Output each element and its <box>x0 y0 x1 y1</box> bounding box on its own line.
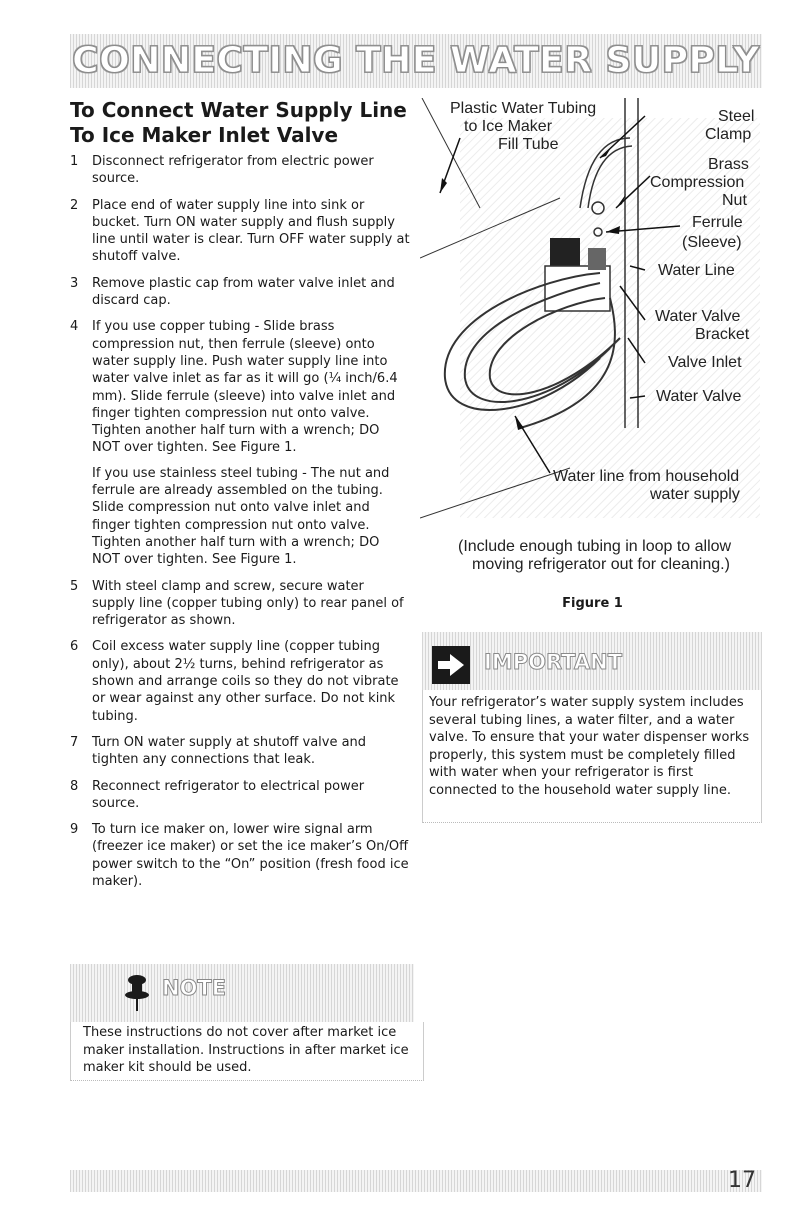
label-to-ice-maker: to Ice Maker <box>464 118 553 135</box>
label-nut: Nut <box>722 192 747 209</box>
note-header <box>70 964 414 1022</box>
step-text: If you use copper tubing - Slide brass compression nut, then ferrule (sleeve) onto water supply line. Push water supply line into water valve inlet as far as it will go (¼ inch/6.4 mm). Slide ferrule (sleeve) into valve inlet and finger tighten compression nut onto valve. Tighten another half turn with a wrench; DO NOT over tighten. See Figure 1. <box>92 319 398 456</box>
list-item <box>70 578 410 630</box>
label-brass: Brass <box>708 156 749 173</box>
note-box <box>70 964 414 1080</box>
step-text: Remove plastic cap from water valve inlet and discard cap. <box>92 275 395 309</box>
label-steel: Steel <box>718 108 755 125</box>
step-text: Place end of water supply line into sink or bucket. Turn ON water supply and flush supply line until water is clear. Turn OFF water supply at shutoff valve. <box>92 197 410 265</box>
step-text: With steel clamp and screw, secure water supply line (copper tubing only) to rear panel of refrigerator as shown. <box>92 578 404 629</box>
important-text: Your refrigerator’s water supply system includes several tubing lines, a water filter, and a water valve. To ensure that your water dispenser works properly, this system must be completely filled with water when your refrigerator is first connected to the household water supply line. <box>422 690 762 823</box>
page-title: CONNECTING THE WATER SUPPLY <box>72 40 760 81</box>
step-number: 4 <box>70 319 79 335</box>
list-item <box>70 153 410 188</box>
label-loop-note-2: moving refrigerator out for cleaning.) <box>472 556 730 573</box>
important-header <box>422 632 762 690</box>
label-sleeve: (Sleeve) <box>682 234 742 251</box>
header-banner <box>70 34 762 88</box>
important-box <box>422 632 762 828</box>
label-water-valve-2: Water Valve <box>656 388 742 405</box>
label-plastic-water-tubing: Plastic Water Tubing <box>450 100 597 117</box>
note-text: These instructions do not cover after market ice maker installation. Instructions in after market ice maker kit should be used. <box>70 1022 424 1081</box>
step-number: 5 <box>70 578 79 594</box>
step-number: 2 <box>70 197 79 213</box>
step-extra-text: If you use stainless steel tubing - The nut and ferrule are already assembled on the tubing. Slide compression nut onto valve inlet and finger tighten compression nut onto valve. Tighten another half turn with a wrench; DO NOT over tighten. See Figure 1. <box>92 465 390 568</box>
important-title: IMPORTANT <box>484 650 623 674</box>
list-item <box>70 275 410 310</box>
label-household-line-1: Water line from household <box>553 468 740 485</box>
label-loop-note-1: (Include enough tubing in loop to allow <box>458 538 732 555</box>
arrow-right-icon <box>432 646 470 684</box>
label-fill-tube: Fill Tube <box>498 136 559 153</box>
footer-bar <box>70 1170 762 1192</box>
label-bracket: Bracket <box>695 326 750 343</box>
steps-list <box>70 153 410 899</box>
label-ferrule: Ferrule <box>692 214 743 231</box>
step-number: 6 <box>70 639 79 655</box>
step-text: Reconnect refrigerator to electrical power source. <box>92 778 365 811</box>
step-number: 8 <box>70 778 79 794</box>
list-item <box>70 778 410 813</box>
label-water-valve: Water Valve <box>655 308 741 325</box>
step-text: Disconnect refrigerator from electric power source. <box>92 154 374 187</box>
pushpin-icon <box>122 972 152 1012</box>
figure-caption: Figure 1 <box>562 596 623 611</box>
page-number: 17 <box>728 1168 756 1193</box>
label-clamp: Clamp <box>705 126 752 143</box>
figure-1 <box>420 98 765 588</box>
section-title: To Connect Water Supply Line To Ice Maker Inlet Valve <box>70 98 407 147</box>
list-item <box>70 821 410 890</box>
list-item <box>70 734 410 769</box>
list-item <box>70 318 410 568</box>
label-household-line-2: water supply <box>650 486 740 503</box>
step-number: 1 <box>70 154 79 169</box>
step-number: 3 <box>70 275 79 291</box>
label-water-line: Water Line <box>658 262 735 279</box>
list-item <box>70 638 410 724</box>
list-item <box>70 197 410 266</box>
label-valve-inlet: Valve Inlet <box>668 354 742 371</box>
step-text: To turn ice maker on, lower wire signal arm (freezer ice maker) or set the ice maker’s On/Off power switch to the “On” position (fresh food ice maker). <box>92 822 409 889</box>
step-text: Turn ON water supply at shutoff valve and tighten any connections that leak. <box>92 734 367 768</box>
label-compression: Compression <box>650 174 745 191</box>
step-text: Coil excess water supply line (copper tubing only), about 2½ turns, behind refrigerator as shown and arrange coils so they do not vibrate or wear against any other surface. Do not kink tubing. <box>92 639 399 724</box>
step-number: 7 <box>70 734 79 750</box>
step-number: 9 <box>70 822 79 838</box>
note-title: NOTE <box>162 976 227 1000</box>
